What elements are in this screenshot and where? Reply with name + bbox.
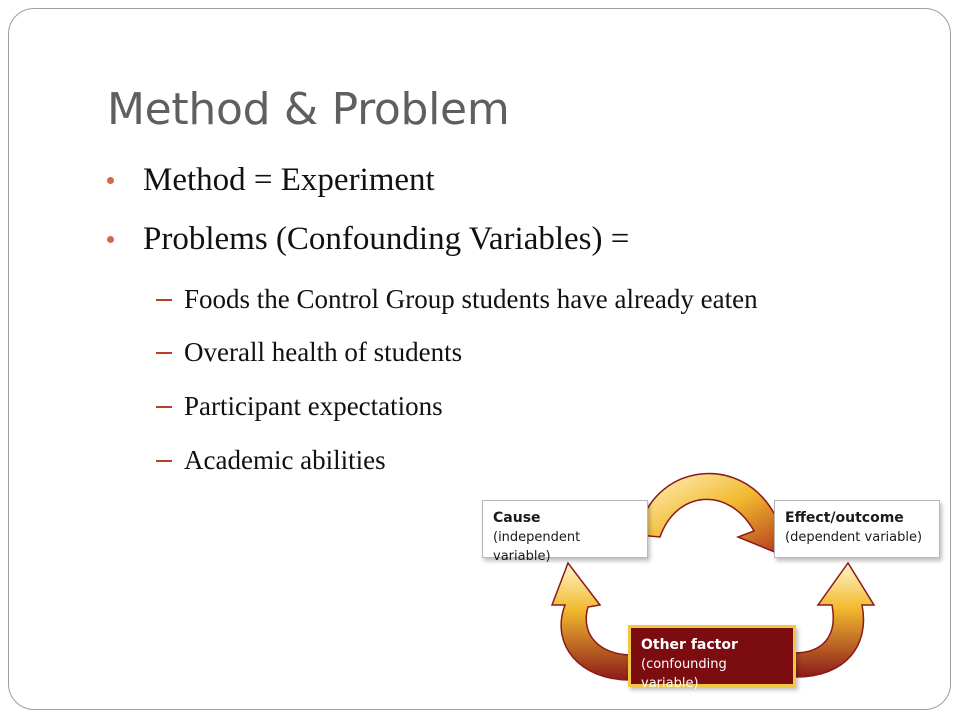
sub-bullet-item xyxy=(156,284,758,315)
other-factor-box xyxy=(628,625,796,691)
dash-icon xyxy=(156,352,172,354)
sub-bullet-text: Academic abilities xyxy=(184,445,386,475)
dash-icon xyxy=(156,299,172,301)
cause-subtitle: (independent variable) xyxy=(493,530,581,564)
slide-title: Method & Problem xyxy=(107,84,510,135)
effect-title: Effect/outcome xyxy=(785,510,904,526)
dash-icon xyxy=(156,406,172,408)
top-arc-arrow xyxy=(638,474,788,555)
effect-subtitle: (dependent variable) xyxy=(785,530,923,545)
bullet-item xyxy=(107,221,629,258)
left-arc-arrow xyxy=(552,563,632,680)
sub-bullet-text: Overall health of students xyxy=(184,337,463,367)
bullet-dot-icon xyxy=(107,177,114,184)
effect-box xyxy=(774,500,940,558)
sub-bullet-item xyxy=(156,337,462,368)
cause-title: Cause xyxy=(493,510,541,526)
bullet-item xyxy=(107,162,435,199)
sub-bullet-item xyxy=(156,445,386,476)
right-arc-arrow xyxy=(794,563,874,677)
other-factor-subtitle: (confounding variable) xyxy=(641,657,727,691)
bullet-text: Method = Experiment xyxy=(143,162,435,198)
sub-bullet-text: Participant expectations xyxy=(184,391,443,421)
sub-bullet-item xyxy=(156,391,443,422)
confounding-diagram xyxy=(470,455,951,708)
sub-bullet-text: Foods the Control Group students have already eaten xyxy=(184,284,758,314)
dash-icon xyxy=(156,460,172,462)
cause-box xyxy=(482,500,648,564)
other-factor-title: Other factor xyxy=(641,637,738,653)
bullet-dot-icon xyxy=(107,236,114,243)
bullet-text: Problems (Confounding Variables) = xyxy=(143,221,630,257)
